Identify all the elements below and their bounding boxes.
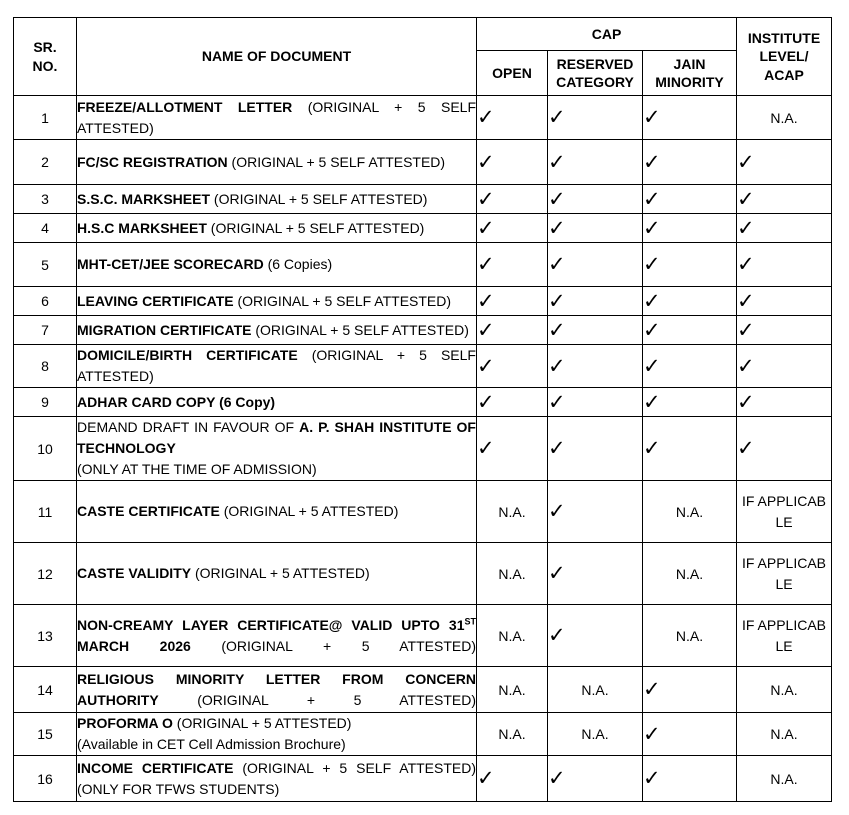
document-title: NON-CREAMY LAYER CERTIFICATE@ VALID UPTO 31 <box>77 616 465 633</box>
open-status-cell <box>477 185 548 214</box>
open-status-cell: N.A. <box>477 605 548 667</box>
checkmark-icon: ✓ <box>548 561 566 585</box>
table-body <box>14 96 832 802</box>
open-status-cell <box>477 417 548 481</box>
institute-status-cell <box>737 316 832 345</box>
checkmark-icon: ✓ <box>643 215 661 240</box>
reserved-status-cell: N.A. <box>548 713 643 756</box>
checkmark-icon: ✓ <box>477 317 495 342</box>
document-title: S.S.C. MARKSHEET <box>77 190 211 207</box>
checkmark-icon: ✓ <box>737 389 755 414</box>
checkmark-icon: ✓ <box>737 353 755 378</box>
if-applicable-text: IF APPLICABLE <box>741 617 827 654</box>
document-name-cell <box>77 345 477 388</box>
checkmark-icon: ✓ <box>548 105 566 129</box>
checkmark-icon: ✓ <box>643 252 661 276</box>
reserved-status-cell <box>548 287 643 316</box>
table-row <box>14 243 832 287</box>
open-status-cell <box>477 243 548 287</box>
checkmark-icon: ✓ <box>643 149 661 174</box>
checkmark-icon: ✓ <box>737 186 755 211</box>
document-requirement: (ORIGINAL + 5 ATTESTED) <box>158 691 476 708</box>
document-title: RELIGIOUS MINORITY LETTER FROM CONCERN AUTHORITY <box>77 670 476 708</box>
document-note: (ONLY AT THE TIME OF ADMISSION) <box>77 461 317 477</box>
reserved-status-cell <box>548 185 643 214</box>
checkmark-icon: ✓ <box>548 252 566 276</box>
checkmark-icon: ✓ <box>643 317 661 342</box>
institute-status-cell <box>737 185 832 214</box>
reserved-category-header: RESERVED CATEGORY <box>548 51 643 96</box>
table-row <box>14 543 832 605</box>
document-text <box>77 503 398 519</box>
institute-status-cell <box>737 287 832 316</box>
checkmark-icon: ✓ <box>643 436 661 460</box>
institute-status-cell <box>737 243 832 287</box>
table-row <box>14 417 832 481</box>
open-status-cell <box>477 756 548 802</box>
reserved-status-cell <box>548 316 643 345</box>
checkmark-icon: ✓ <box>548 389 566 414</box>
institute-status-cell <box>737 543 832 605</box>
reserved-status-cell <box>548 345 643 388</box>
document-requirement: (ORIGINAL + 5 SELF ATTESTED) <box>210 190 428 207</box>
checkmark-icon: ✓ <box>548 317 566 342</box>
reserved-status-cell <box>548 543 643 605</box>
open-status-cell <box>477 96 548 140</box>
institute-status-cell: N.A. <box>737 713 832 756</box>
checkmark-icon: ✓ <box>477 186 495 211</box>
checkmark-icon: ✓ <box>548 186 566 211</box>
document-title: DOMICILE/BIRTH CERTIFICATE <box>77 347 298 363</box>
checkmark-icon: ✓ <box>737 252 755 276</box>
document-title: H.S.C MARKSHEET <box>77 219 207 236</box>
document-requirement: (ORIGINAL + 5 SELF ATTESTED) <box>77 347 476 384</box>
document-requirement: (ORIGINAL + 5 ATTESTED) <box>190 637 476 654</box>
document-text <box>77 99 476 136</box>
document-title: ADHAR CARD COPY (6 Copy) <box>77 393 276 410</box>
open-status-cell: N.A. <box>477 713 548 756</box>
if-applicable-text: IF APPLICABLE <box>741 555 827 592</box>
checkmark-icon: ✓ <box>477 766 495 790</box>
document-text <box>77 760 476 776</box>
document-name-cell <box>77 713 477 756</box>
document-name-cell <box>77 605 477 667</box>
document-requirement: (ORIGINAL + 5 SELF ATTESTED) <box>77 98 476 136</box>
document-text <box>77 293 451 309</box>
jain-status-cell <box>643 287 737 316</box>
document-title: LEAVING CERTIFICATE <box>77 292 234 309</box>
institute-status-cell <box>737 140 832 185</box>
document-requirement: (ORIGINAL + 5 ATTESTED) <box>172 715 352 731</box>
table-header <box>14 18 832 96</box>
sr-no-cell: 16 <box>14 756 77 802</box>
sr-no-cell: 14 <box>14 667 77 713</box>
table-row <box>14 185 832 214</box>
reserved-status-cell <box>548 417 643 481</box>
checkmark-icon: ✓ <box>737 317 755 342</box>
sr-no-cell: 8 <box>14 345 77 388</box>
document-text <box>77 617 476 654</box>
jain-status-cell: N.A. <box>643 481 737 543</box>
sr-no-cell: 2 <box>14 140 77 185</box>
document-text <box>77 671 476 708</box>
reserved-status-cell <box>548 605 643 667</box>
institute-name: A. P. SHAH INSTITUTE OF TECHNOLOGY <box>77 419 476 456</box>
document-name-cell <box>77 140 477 185</box>
document-requirement: (ORIGINAL + 5 ATTESTED) <box>219 503 399 519</box>
document-name-cell <box>77 96 477 140</box>
sr-no-cell: 12 <box>14 543 77 605</box>
table-row <box>14 605 832 667</box>
open-status-cell <box>477 388 548 417</box>
sr-no-cell: 10 <box>14 417 77 481</box>
ordinal-suffix: ST <box>464 615 476 626</box>
sr-no-cell: 11 <box>14 481 77 543</box>
table-row <box>14 96 832 140</box>
sr-no-cell: 5 <box>14 243 77 287</box>
document-title: CASTE VALIDITY <box>77 565 192 581</box>
document-text <box>77 191 427 207</box>
open-status-cell: N.A. <box>477 543 548 605</box>
jain-status-cell: N.A. <box>643 543 737 605</box>
checkmark-icon: ✓ <box>548 623 566 647</box>
reserved-status-cell <box>548 756 643 802</box>
checkmark-icon: ✓ <box>548 149 566 174</box>
document-text <box>77 220 424 236</box>
document-requirement: (ORIGINAL + 5 SELF ATTESTED) <box>251 321 469 338</box>
jain-status-cell <box>643 140 737 185</box>
institute-status-cell: N.A. <box>737 756 832 802</box>
reserved-status-cell <box>548 140 643 185</box>
document-text <box>77 256 332 272</box>
table-row <box>14 388 832 417</box>
checkmark-icon: ✓ <box>643 353 661 378</box>
institute-status-cell: N.A. <box>737 96 832 140</box>
institute-status-cell: N.A. <box>737 667 832 713</box>
reserved-status-cell <box>548 214 643 243</box>
document-requirement: (ORIGINAL + 5 SELF ATTESTED) <box>206 219 425 236</box>
checkmark-icon: ✓ <box>737 436 755 460</box>
document-name-cell <box>77 316 477 345</box>
document-name-cell <box>77 287 477 316</box>
table-row <box>14 713 832 756</box>
sr-no-cell: 1 <box>14 96 77 140</box>
if-applicable-text: IF APPLICABLE <box>741 493 827 530</box>
open-header: OPEN <box>477 51 548 96</box>
checkmark-icon: ✓ <box>477 149 495 174</box>
sr-no-cell: 7 <box>14 316 77 345</box>
checkmark-icon: ✓ <box>643 389 661 414</box>
jain-status-cell <box>643 388 737 417</box>
cap-header: CAP <box>477 18 737 51</box>
header-row-top <box>14 18 832 51</box>
open-status-cell: N.A. <box>477 667 548 713</box>
document-name-cell <box>77 243 477 287</box>
document-name-cell <box>77 543 477 605</box>
sr-no-cell: 15 <box>14 713 77 756</box>
document-requirement: (ORIGINAL + 5 ATTESTED) <box>191 565 370 581</box>
sr-no-header: SR. NO. <box>14 18 77 96</box>
institute-level-header: INSTITUTE LEVEL/ ACAP <box>737 18 832 96</box>
table-row <box>14 287 832 316</box>
checkmark-icon: ✓ <box>477 389 495 414</box>
document-name-cell <box>77 481 477 543</box>
document-title: PROFORMA O <box>77 715 173 731</box>
document-name-cell <box>77 756 477 802</box>
checkmark-icon: ✓ <box>548 499 566 523</box>
document-text <box>77 322 469 338</box>
document-name-cell <box>77 417 477 481</box>
checkmark-icon: ✓ <box>643 288 661 313</box>
jain-status-cell <box>643 345 737 388</box>
jain-status-cell <box>643 185 737 214</box>
document-note: (ONLY FOR TFWS STUDENTS) <box>77 780 280 797</box>
checkmark-icon: ✓ <box>548 288 566 313</box>
jain-status-cell <box>643 316 737 345</box>
reserved-status-cell <box>548 96 643 140</box>
document-title: MHT-CET/JEE SCORECARD <box>77 256 264 272</box>
table-row <box>14 756 832 802</box>
table-row <box>14 667 832 713</box>
table-row <box>14 345 832 388</box>
open-status-cell <box>477 316 548 345</box>
sr-no-cell: 13 <box>14 605 77 667</box>
institute-status-cell <box>737 605 832 667</box>
checkmark-icon: ✓ <box>643 721 661 746</box>
table-row <box>14 481 832 543</box>
document-requirement: (ORIGINAL + 5 SELF ATTESTED) <box>233 292 452 309</box>
document-name-cell <box>77 214 477 243</box>
document-text <box>77 394 275 410</box>
document-title: FC/SC REGISTRATION <box>77 153 228 170</box>
open-status-cell: N.A. <box>477 481 548 543</box>
sr-no-cell: 4 <box>14 214 77 243</box>
checkmark-icon: ✓ <box>477 353 495 378</box>
reserved-status-cell <box>548 388 643 417</box>
checkmark-icon: ✓ <box>737 215 755 240</box>
institute-status-cell <box>737 417 832 481</box>
checkmark-icon: ✓ <box>643 105 661 129</box>
jain-status-cell <box>643 417 737 481</box>
checkmark-icon: ✓ <box>477 215 495 240</box>
checkmark-icon: ✓ <box>737 288 755 313</box>
table-row <box>14 140 832 185</box>
open-status-cell <box>477 345 548 388</box>
checkmark-icon: ✓ <box>548 353 566 378</box>
checkmark-icon: ✓ <box>643 186 661 211</box>
document-note: (Available in CET Cell Admission Brochure) <box>77 736 346 752</box>
open-status-cell <box>477 214 548 243</box>
institute-status-cell <box>737 345 832 388</box>
document-name-cell <box>77 185 477 214</box>
checkmark-icon: ✓ <box>548 215 566 240</box>
institute-status-cell <box>737 214 832 243</box>
document-requirement: (ORIGINAL + 5 SELF ATTESTED) <box>227 153 446 170</box>
sr-no-cell: 6 <box>14 287 77 316</box>
jain-status-cell <box>643 667 737 713</box>
checkmark-icon: ✓ <box>477 252 495 276</box>
document-requirement: (6 Copies) <box>263 256 333 272</box>
document-name-header: NAME OF DOCUMENT <box>77 18 477 96</box>
reserved-status-cell: N.A. <box>548 667 643 713</box>
institute-status-cell <box>737 388 832 417</box>
jain-status-cell <box>643 756 737 802</box>
checkmark-icon: ✓ <box>737 149 755 174</box>
document-name-cell <box>77 667 477 713</box>
checkmark-icon: ✓ <box>643 766 661 790</box>
checkmark-icon: ✓ <box>548 766 566 790</box>
checkmark-icon: ✓ <box>477 105 495 129</box>
document-name-cell <box>77 388 477 417</box>
document-text <box>77 419 476 456</box>
document-text <box>77 715 351 731</box>
document-requirement: (ORIGINAL + 5 SELF ATTESTED) <box>233 759 477 776</box>
documents-table <box>13 17 832 802</box>
document-title: INCOME CERTIFICATE <box>77 759 234 776</box>
jain-status-cell: N.A. <box>643 605 737 667</box>
checkmark-icon: ✓ <box>477 288 495 313</box>
open-status-cell <box>477 140 548 185</box>
jain-status-cell <box>643 713 737 756</box>
sr-no-cell: 9 <box>14 388 77 417</box>
document-title: MIGRATION CERTIFICATE <box>77 321 252 338</box>
document-title: CASTE CERTIFICATE <box>77 503 220 519</box>
checkmark-icon: ✓ <box>643 677 661 701</box>
table-row <box>14 214 832 243</box>
institute-status-cell <box>737 481 832 543</box>
document-text <box>77 347 476 384</box>
checkmark-icon: ✓ <box>477 436 495 460</box>
document-title-continued: MARCH 2026 <box>77 637 191 654</box>
jain-status-cell <box>643 214 737 243</box>
jain-status-cell <box>643 96 737 140</box>
table-row <box>14 316 832 345</box>
document-text <box>77 154 445 170</box>
sr-no-cell: 3 <box>14 185 77 214</box>
document-text-prefix: DEMAND DRAFT IN FAVOUR OF <box>77 419 300 435</box>
jain-minority-header: JAIN MINORITY <box>643 51 737 96</box>
jain-status-cell <box>643 243 737 287</box>
reserved-status-cell <box>548 243 643 287</box>
document-text <box>77 565 370 581</box>
reserved-status-cell <box>548 481 643 543</box>
document-title: FREEZE/ALLOTMENT LETTER <box>77 98 293 115</box>
open-status-cell <box>477 287 548 316</box>
checkmark-icon: ✓ <box>548 436 566 460</box>
